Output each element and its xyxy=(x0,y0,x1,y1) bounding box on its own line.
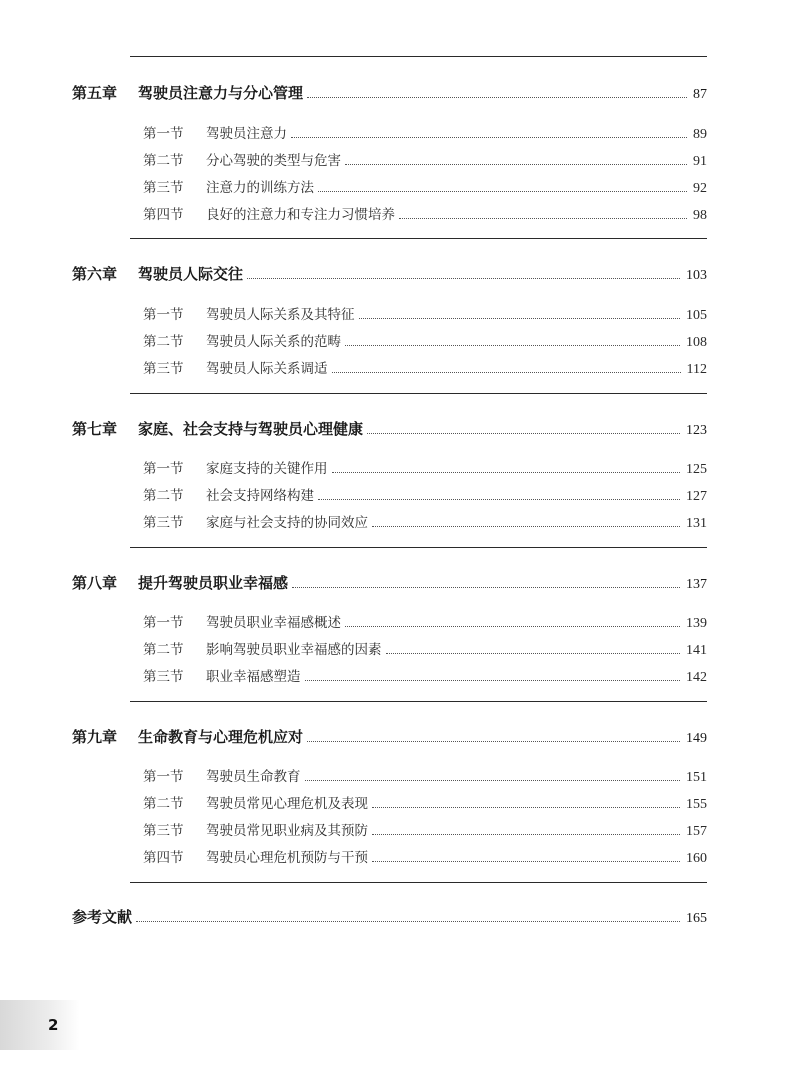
section-entry[interactable] xyxy=(143,611,707,632)
section-number: 第一节 xyxy=(143,461,184,477)
dot-leader xyxy=(345,626,680,627)
dot-leader xyxy=(291,137,687,138)
section-title: 家庭与社会支持的协同效应 xyxy=(206,515,368,531)
chapter-number: 第六章 xyxy=(72,265,118,283)
chapter-6-entry[interactable] xyxy=(72,263,707,284)
section-title: 影响驾驶员职业幸福感的因素 xyxy=(206,642,382,658)
page-number: 91 xyxy=(693,154,707,169)
page-number: 89 xyxy=(693,127,707,142)
section-entry[interactable] xyxy=(143,457,707,478)
divider-rule xyxy=(130,701,707,702)
chapter-number: 第五章 xyxy=(72,84,118,102)
section-title: 驾驶员注意力 xyxy=(206,126,287,142)
page-number: 151 xyxy=(686,770,707,785)
dot-leader xyxy=(372,807,680,808)
dot-leader xyxy=(372,526,680,527)
page-number: 141 xyxy=(686,643,707,658)
page-number: 149 xyxy=(686,731,707,746)
page-number: 87 xyxy=(693,87,707,102)
section-entry[interactable] xyxy=(143,765,707,786)
section-title: 驾驶员常见心理危机及表现 xyxy=(206,796,368,812)
section-entry[interactable] xyxy=(143,484,707,505)
section-entry[interactable] xyxy=(143,176,707,197)
divider-rule xyxy=(130,882,707,883)
section-number: 第三节 xyxy=(143,669,184,685)
dot-leader xyxy=(307,97,687,98)
section-title: 驾驶员人际关系及其特征 xyxy=(206,307,355,323)
section-number: 第四节 xyxy=(143,207,184,223)
section-entry[interactable] xyxy=(143,819,707,840)
section-title: 驾驶员人际关系的范畴 xyxy=(206,334,341,350)
dot-leader xyxy=(318,499,680,500)
page-number: 137 xyxy=(686,577,707,592)
dot-leader xyxy=(247,278,680,279)
page-number: 157 xyxy=(686,824,707,839)
page-number: 160 xyxy=(686,851,707,866)
page-number: 139 xyxy=(686,616,707,631)
divider-rule xyxy=(130,56,707,57)
section-title: 驾驶员心理危机预防与干预 xyxy=(206,850,368,866)
section-number: 第二节 xyxy=(143,334,184,350)
dot-leader xyxy=(399,218,687,219)
section-number: 第三节 xyxy=(143,515,184,531)
divider-rule xyxy=(130,393,707,394)
section-entry[interactable] xyxy=(143,149,707,170)
section-entry[interactable] xyxy=(143,203,707,224)
section-number: 第一节 xyxy=(143,126,184,142)
dot-leader xyxy=(372,834,680,835)
section-number: 第三节 xyxy=(143,361,184,377)
section-number: 第二节 xyxy=(143,153,184,169)
dot-leader xyxy=(386,653,681,654)
chapter-number: 第九章 xyxy=(72,728,118,746)
dot-leader xyxy=(305,780,681,781)
dot-leader xyxy=(292,587,680,588)
section-number: 第三节 xyxy=(143,823,184,839)
section-number: 第一节 xyxy=(143,615,184,631)
folio-number: 2 xyxy=(48,1016,59,1034)
chapter-title: 驾驶员人际交往 xyxy=(138,265,244,283)
chapter-title: 提升驾驶员职业幸福感 xyxy=(138,574,289,592)
dot-leader xyxy=(136,921,680,922)
section-number: 第一节 xyxy=(143,769,184,785)
dot-leader xyxy=(372,861,680,862)
section-entry[interactable] xyxy=(143,511,707,532)
section-number: 第二节 xyxy=(143,796,184,812)
chapter-7-entry[interactable] xyxy=(72,418,707,439)
chapter-title: 家庭、社会支持与驾驶员心理健康 xyxy=(138,420,364,438)
section-entry[interactable] xyxy=(143,846,707,867)
section-title: 驾驶员人际关系调适 xyxy=(206,361,328,377)
chapter-title: 驾驶员注意力与分心管理 xyxy=(138,84,304,102)
chapter-8-entry[interactable] xyxy=(72,572,707,593)
dot-leader xyxy=(318,191,687,192)
section-number: 第二节 xyxy=(143,488,184,504)
dot-leader xyxy=(345,164,687,165)
page-number: 127 xyxy=(686,489,707,504)
section-entry[interactable] xyxy=(143,303,707,324)
dot-leader xyxy=(359,318,681,319)
section-title: 分心驾驶的类型与危害 xyxy=(206,153,341,169)
section-title: 良好的注意力和专注力习惯培养 xyxy=(206,207,395,223)
section-entry[interactable] xyxy=(143,330,707,351)
page-number: 103 xyxy=(686,268,707,283)
page-number: 125 xyxy=(686,462,707,477)
section-title: 注意力的训练方法 xyxy=(206,180,314,196)
section-title: 驾驶员生命教育 xyxy=(206,769,301,785)
page-number: 155 xyxy=(686,797,707,812)
page-number: 131 xyxy=(686,516,707,531)
chapter-5-entry[interactable] xyxy=(72,82,707,103)
dot-leader xyxy=(332,372,681,373)
section-entry[interactable] xyxy=(143,792,707,813)
dot-leader xyxy=(332,472,681,473)
divider-rule xyxy=(130,238,707,239)
chapter-9-entry[interactable] xyxy=(72,726,707,747)
dot-leader xyxy=(345,345,680,346)
chapter-number: 第八章 xyxy=(72,574,118,592)
page-number-tab xyxy=(0,1000,80,1050)
page-number: 105 xyxy=(686,308,707,323)
dot-leader xyxy=(305,680,681,681)
section-entry[interactable] xyxy=(143,357,707,378)
page-number: 108 xyxy=(686,335,707,350)
dot-leader xyxy=(307,741,680,742)
page-number: 98 xyxy=(693,208,707,223)
section-number: 第三节 xyxy=(143,180,184,196)
divider-rule xyxy=(130,547,707,548)
section-title: 社会支持网络构建 xyxy=(206,488,314,504)
chapter-title: 生命教育与心理危机应对 xyxy=(138,728,304,746)
section-entry[interactable] xyxy=(143,122,707,143)
page-number: 92 xyxy=(693,181,707,196)
page-number: 112 xyxy=(686,362,707,377)
section-number: 第一节 xyxy=(143,307,184,323)
section-title: 驾驶员常见职业病及其预防 xyxy=(206,823,368,839)
section-entry[interactable] xyxy=(143,638,707,659)
page-number: 142 xyxy=(686,670,707,685)
references-entry[interactable] xyxy=(72,906,707,927)
section-title: 驾驶员职业幸福感概述 xyxy=(206,615,341,631)
page-number: 123 xyxy=(686,423,707,438)
references-title: 参考文献 xyxy=(72,908,133,926)
section-entry[interactable] xyxy=(143,665,707,686)
page-number: 165 xyxy=(686,911,707,926)
section-title: 职业幸福感塑造 xyxy=(206,669,301,685)
dot-leader xyxy=(367,433,680,434)
chapter-number: 第七章 xyxy=(72,420,118,438)
section-title: 家庭支持的关键作用 xyxy=(206,461,328,477)
section-number: 第二节 xyxy=(143,642,184,658)
section-number: 第四节 xyxy=(143,850,184,866)
